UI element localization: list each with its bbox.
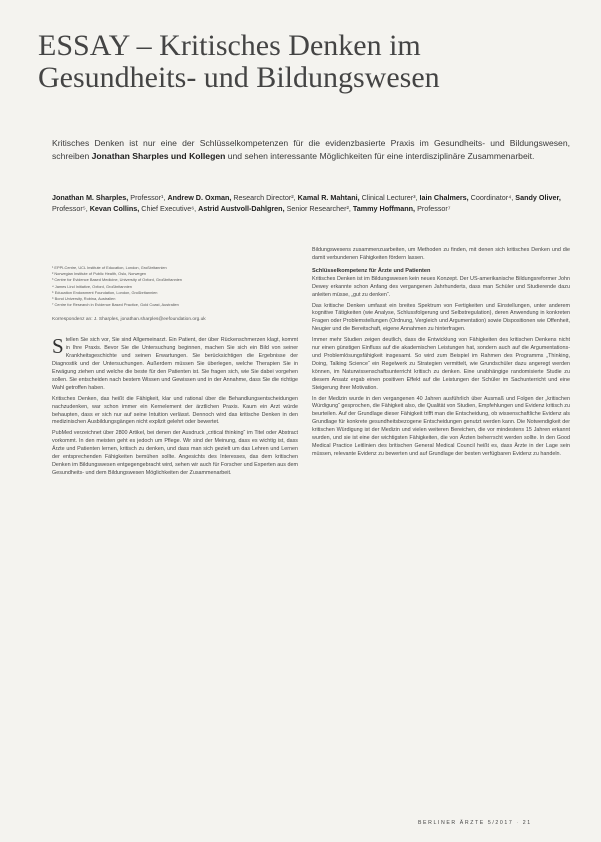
author-entry xyxy=(198,204,351,213)
body-paragraph: In der Medizin wurde in den vergangenen 40 Jahren ausführlich über Ausmaß und Folgen der „kritischen Würdigung“ gesprochen, die Fähigkeit also, die Qualität von Studien, Empfehlungen und Evidenz kritisch zu beurteilen. Auf der Grundlage dieser Fähigkeit trifft man die Entscheidung, ob wissenschaftliche Evidenz als Grundlage für konkrete gesundheitsbezogene Entscheidungen genutzt werden kann. Die Notwendigkeit der kritischen Würdigung ist der Medizin und vielen weiteren Bereichen, die vor mindestens 15 Jahren erkannt wurden, und sie ist eine der wichtigsten Fähigkeiten, die von Ärzten beherrscht werden sollte. In den Good Medical Practice Leitlinien des britischen General Medical Council heißt es, dass Ärzte in der Lage sein müssen, relevante Evidenz zu bewerten und auf Grundlage der besten verfügbaren Evidenz zu handeln. xyxy=(312,395,570,457)
page-footer xyxy=(418,820,532,826)
author-role: Professor⁷ xyxy=(417,204,451,213)
affiliation-item: ⁴ James Lind Initiative, Oxford, Großbritannien xyxy=(52,283,132,289)
author-role: Chief Executive⁶, xyxy=(141,204,197,213)
author-name: Kamal R. Mahtani, xyxy=(297,193,360,202)
author-entry xyxy=(353,204,451,213)
section-heading: Schlüsselkompetenz für Ärzte und Patienten xyxy=(312,267,431,274)
author-name: Iain Chalmers, xyxy=(419,193,469,202)
author-role: Professor¹, xyxy=(130,193,166,202)
body-paragraph: Das kritische Denken umfasst ein breites Spektrum von Fertigkeiten und Einstellungen, unter anderem kognitive Tätigkeiten (wie Analyse, Schlussfolgerung und Selbstregulation), deren Anwendung in konkreten Fragen oder Problemstellungen (Ordnung, Vergleich und Argumentation) sowie Dispositionen wie Offenheit, Neugier und die Bereitschaft, eigene Annahmen zu hinterfragen. xyxy=(312,302,570,333)
author-list xyxy=(52,192,570,214)
author-role: Clinical Lecturer³, xyxy=(361,193,418,202)
correspondence-line: Korrespondenz an: J. Sharples, jonathan.sharples@eefoundation.org.uk xyxy=(52,317,206,323)
author-role: Professor⁵, xyxy=(52,204,88,213)
author-name: Kevan Collins, xyxy=(89,204,140,213)
footer-separator: · xyxy=(516,820,520,826)
affiliations xyxy=(52,265,298,308)
affiliation-item: ⁵ Education Endowment Foundation, London, Großbritannien xyxy=(52,289,158,295)
body-paragraph: Kritisches Denken ist im Bildungswesen kein neues Konzept. Der US-amerikanische Bildungsreformer John Dewey erkannte schon Anfang des vergangenen Jahrhunderts, dass man Schüler und Studierende dazu anleiten müsse, „gut zu denken“. xyxy=(312,275,570,298)
affiliation-item: ⁷ Centre for Research in Evidence Based Practice, Gold Coast, Australien xyxy=(52,302,179,308)
body-paragraph: PubMed verzeichnet über 2800 Artikel, bei denen der Ausdruck „critical thinking“ im Titel oder Abstract vorkommt. In den meisten geht es jedoch um Pflege. Wir sind der Meinung, dass es wichtig ist, dass Ärzte und Patienten lernen, kritisch zu denken, und dass man sich gezielt um das Lehren und Lernen der entsprechenden Fähigkeiten bemühen sollte. Angesichts des Interesses, das dem kritischen Denken im Bildungswesen entgegengebracht wird, sehen wir auch für Forscher und Experten aus dem Gesundheits- und dem Bildungswesen Möglichkeiten der Zusammenarbeit. xyxy=(52,430,298,476)
author-role: Coordinator⁴, xyxy=(470,193,514,202)
body-paragraph: Immer mehr Studien zeigen deutlich, dass die Entwicklung von Fähigkeiten des kritischen Denkens nicht nur einen günstigen Einfluss auf die akademischen Leistungen hat, sondern auch auf die Argumentations- und Problemlösungsfähigkeit insgesamt. So wird zum Beispiel im Rahmen des Programms „Thinking, Doing, Talking Science“ ein Regelwerk zu Strategien vermittelt, wie Grundschüler dazu angeregt werden können, im Naturwissenschaftsunterricht kritisch zu denken. Eine unabhängige randomisierte Studie zu diesem Ansatz ergab einen positiven Effekt auf die Leistungen der Schüler im Sachunterricht und eine Steigerung ihrer Motivation. xyxy=(312,337,570,391)
lead-author-highlight: Jonathan Sharples und Kollegen xyxy=(91,150,226,161)
issue-number: 5/2017 xyxy=(487,820,514,826)
author-role: Senior Researcher², xyxy=(286,204,351,213)
author-entry xyxy=(420,193,514,202)
author-name: Andrew D. Oxman, xyxy=(167,193,232,202)
page-number: 21 xyxy=(522,820,532,826)
body-paragraph xyxy=(52,334,298,392)
author-entry xyxy=(52,193,165,202)
author-entry xyxy=(90,204,196,213)
body-paragraph: Bildungswesens zusammenzuarbeiten, um Methoden zu finden, mit denen sich kritisches Denken und die damit verbundenen Fähigkeiten fördern lassen. xyxy=(312,247,570,261)
right-column xyxy=(312,247,570,461)
left-body-text xyxy=(52,334,298,477)
lead-text-after: und sehen interessante Möglichkeiten für eine interdisziplinäre Zusammenarbeit. xyxy=(225,150,535,161)
author-entry xyxy=(298,193,418,202)
paragraph-text: tellen Sie sich vor, Sie sind Allgemeinarzt. Ein Patient, der über Rückenschmerzen klagt, kommt in Ihre Praxis. Bevor Sie die Untersuchung beginnen, machen Sie sich ein Bild von seiner Krankheitsgeschichte und seinen Erwartungen. Sie berücksichtigen die Ergebnisse der Diagnostik und der Untersuchungen. Außerdem müssen Sie überlegen, welche Therapien Sie in Erwägung ziehen und welche die beste für den Patienten ist. Sie fragen sich, wie Sie dabei vorgehen sollen. Sie entscheiden nach bestem Wissen und Gewissen und in der Annahme, dass Sie die richtige Wahl getroffen haben. xyxy=(52,337,298,391)
journal-name: BERLINER ÄRZTE xyxy=(418,820,485,826)
right-body-text xyxy=(312,247,570,459)
affiliation-item: ⁶ Bond University, Robina, Australien xyxy=(52,296,116,302)
author-name: Tammy Hoffmann, xyxy=(352,204,416,213)
affiliation-item: ³ Centre for Evidence Based Medicine, University of Oxford, Großbritannien xyxy=(52,277,182,283)
body-paragraph: Kritisches Denken, das heißt die Fähigkeit, klar und rational über die Behandlungsentscheidungen nachzudenken, war schon immer ein Kernelement der ärztlichen Praxis. Kaum ein Arzt würde behaupten, dass er sich nur auf seine Intuition verlässt. Dennoch wird das kritische Denken in den medizinischen Ausbildungsgängen nicht explizit gelehrt oder bewertet. xyxy=(52,395,298,426)
author-name: Sandy Oliver, xyxy=(515,193,561,202)
author-name: Astrid Austvoll-Dahlgren, xyxy=(198,204,285,213)
author-name: Jonathan M. Sharples, xyxy=(52,193,129,202)
lead-text-before: Kritisches Denken ist nur eine der Schlüsselkompetenzen für die evidenzbasierte Praxis im Gesundheits- und Bildungswesen, schreiben xyxy=(52,138,570,161)
left-column xyxy=(52,247,298,480)
article-lead xyxy=(52,137,570,162)
author-entry xyxy=(167,193,295,202)
article-title: ESSAY – Kritisches Denken im Gesundheits- und Bildungswesen xyxy=(38,29,440,94)
drop-cap: S xyxy=(52,334,64,359)
affiliation-item: ² Norwegian Institute of Public Health, Oslo, Norwegen xyxy=(52,271,147,277)
author-role: Research Director², xyxy=(233,193,296,202)
affiliation-item: ¹ EPPI-Centre, UCL Institute of Education, London, Großbritannien xyxy=(52,265,167,270)
